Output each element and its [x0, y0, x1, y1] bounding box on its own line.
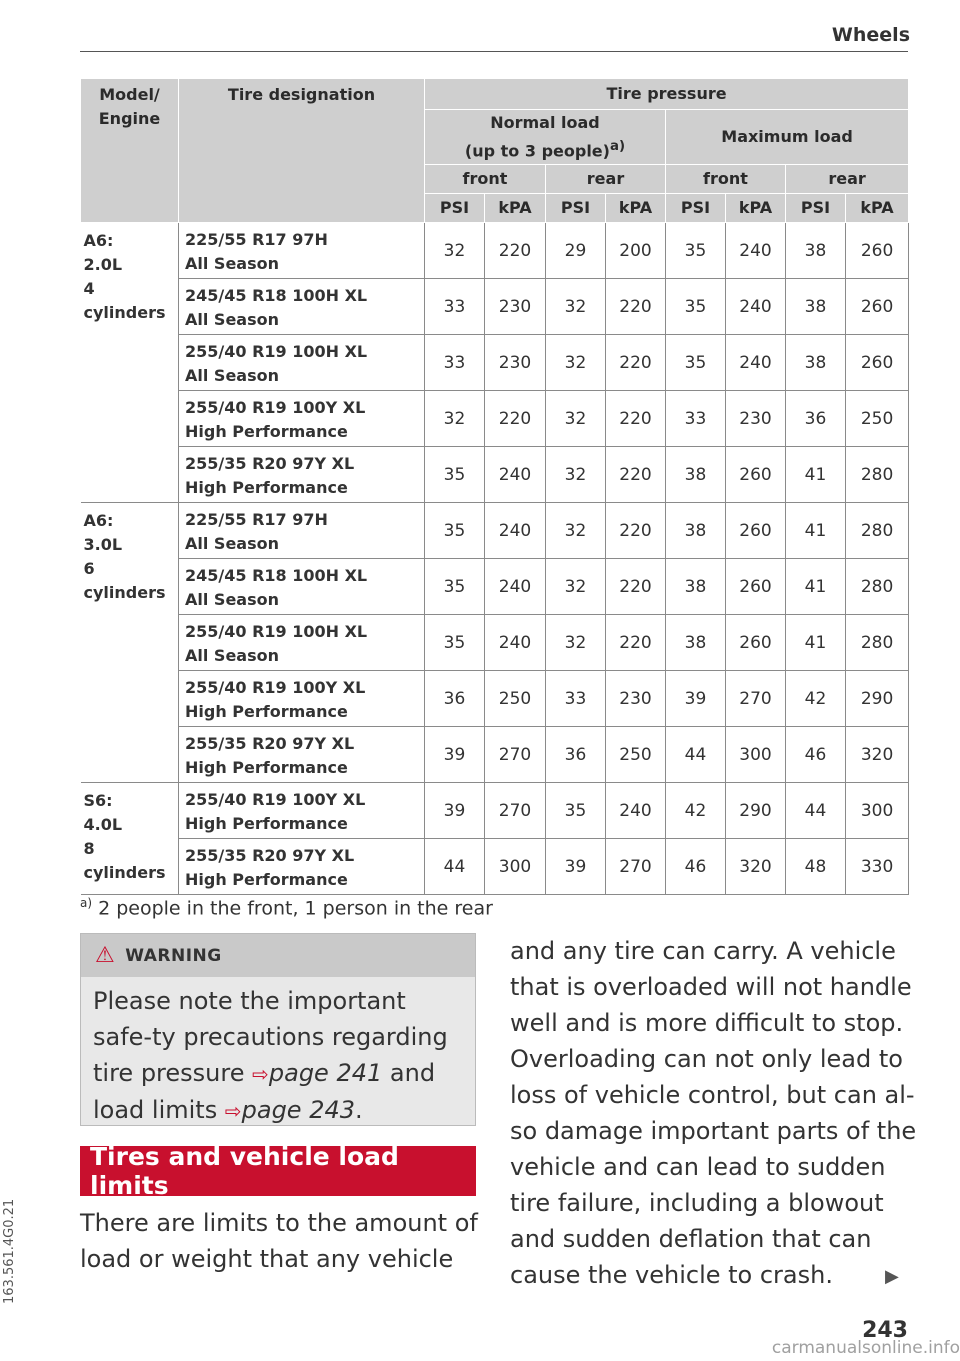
unit-kpa: kPA [726, 194, 786, 223]
kpa-value: 270 [606, 839, 666, 895]
tire-size: 245/45 R18 100H XL [185, 285, 368, 305]
tire-designation-cell [179, 503, 425, 559]
kpa-value: 300 [846, 783, 909, 839]
tire-size: 225/55 R17 97H [185, 229, 328, 249]
unit-kpa: kPA [485, 194, 546, 223]
model-engine-line: 4.0L [83, 815, 123, 834]
psi-value: 44 [786, 783, 846, 839]
psi-value: 38 [666, 503, 726, 559]
kpa-value: 280 [846, 447, 909, 503]
psi-value: 33 [546, 671, 606, 727]
psi-value: 38 [786, 223, 846, 279]
kpa-value: 260 [846, 335, 909, 391]
psi-value: 29 [546, 223, 606, 279]
tire-designation-cell [179, 671, 425, 727]
kpa-value: 260 [726, 447, 786, 503]
arrow-right-icon: ⇨ [252, 1062, 269, 1086]
kpa-value: 290 [846, 671, 909, 727]
kpa-value: 300 [485, 839, 546, 895]
section-header-title: Wheels [831, 24, 910, 46]
tire-designation-cell [179, 223, 425, 279]
model-engine-line: 6 cylinders [83, 559, 166, 602]
page-ref-241[interactable]: page 241 [268, 1059, 383, 1087]
kpa-value: 240 [726, 279, 786, 335]
tire-type: High Performance [185, 421, 348, 441]
psi-value: 36 [546, 727, 606, 783]
model-engine-line: 2.0L [83, 255, 123, 274]
psi-value: 39 [425, 783, 485, 839]
kpa-value: 320 [726, 839, 786, 895]
kpa-value: 220 [606, 447, 666, 503]
tire-designation-cell [179, 279, 425, 335]
psi-value: 32 [546, 391, 606, 447]
psi-value: 42 [786, 671, 846, 727]
psi-value: 35 [666, 223, 726, 279]
tire-type: All Season [185, 253, 279, 273]
psi-value: 35 [546, 783, 606, 839]
kpa-value: 220 [606, 503, 666, 559]
tire-pressure-table [80, 78, 909, 895]
psi-value: 33 [425, 279, 485, 335]
tire-size: 245/45 R18 100H XL [185, 565, 368, 585]
col-header-model: Model/ Engine [81, 79, 179, 223]
table-row [81, 279, 909, 335]
psi-value: 42 [666, 783, 726, 839]
warning-box [80, 933, 476, 1126]
psi-value: 36 [425, 671, 485, 727]
kpa-value: 240 [726, 335, 786, 391]
psi-value: 39 [666, 671, 726, 727]
tire-designation-cell [179, 559, 425, 615]
psi-value: 46 [666, 839, 726, 895]
unit-psi: PSI [425, 194, 485, 223]
kpa-value: 280 [846, 503, 909, 559]
kpa-value: 240 [485, 447, 546, 503]
unit-psi: PSI [786, 194, 846, 223]
kpa-value: 230 [485, 279, 546, 335]
kpa-value: 270 [485, 727, 546, 783]
model-engine-line: A6: [83, 231, 114, 250]
watermark: carmanualsonline.info [771, 1338, 960, 1358]
tire-size: 225/55 R17 97H [185, 509, 328, 529]
tire-designation-cell [179, 391, 425, 447]
section-heading: Tires and vehicle load limits [80, 1146, 476, 1196]
kpa-value: 240 [606, 783, 666, 839]
kpa-value: 220 [606, 559, 666, 615]
kpa-value: 280 [846, 615, 909, 671]
tire-size: 255/40 R19 100H XL [185, 621, 368, 641]
tire-size: 255/35 R20 97Y XL [185, 845, 355, 865]
kpa-value: 300 [726, 727, 786, 783]
warning-text: Please note the important safe-ty precautions regarding tire pressure ⇨page 241 and load limits ⇨page 243. [93, 987, 448, 1124]
kpa-value: 320 [846, 727, 909, 783]
psi-value: 32 [425, 223, 485, 279]
kpa-value: 280 [846, 559, 909, 615]
psi-value: 46 [786, 727, 846, 783]
psi-value: 44 [425, 839, 485, 895]
tire-type: High Performance [185, 813, 348, 833]
table-footnote: $^{a)}$ 2 people in the front, 1 person in the rear [80, 896, 493, 920]
psi-value: 36 [786, 391, 846, 447]
kpa-value: 240 [726, 223, 786, 279]
tire-type: High Performance [185, 757, 348, 777]
kpa-value: 260 [726, 503, 786, 559]
kpa-value: 260 [726, 615, 786, 671]
unit-psi: PSI [546, 194, 606, 223]
body-text-right: and any tire can carry. A vehicle that is overloaded will not handle well and is more difficult to stop. Overloading can not only lead to loss of vehicle control, but can al-so damage important parts of the vehicle and can lead to sudden tire failure, including a blowout and sudden deflation that can cause the vehicle to crash. [510, 937, 917, 1289]
psi-value: 35 [666, 335, 726, 391]
psi-value: 38 [786, 279, 846, 335]
kpa-value: 230 [485, 335, 546, 391]
kpa-value: 220 [606, 615, 666, 671]
table-row [81, 727, 909, 783]
kpa-value: 260 [846, 223, 909, 279]
table-row [81, 447, 909, 503]
page-number: 243 [862, 1318, 908, 1343]
arrow-right-icon: ⇨ [224, 1099, 242, 1123]
kpa-value: 250 [846, 391, 909, 447]
psi-value: 48 [786, 839, 846, 895]
col-header-normal-front: front [425, 165, 546, 194]
psi-value: 32 [546, 335, 606, 391]
psi-value: 35 [425, 559, 485, 615]
kpa-value: 250 [485, 671, 546, 727]
psi-value: 32 [546, 503, 606, 559]
table-row [81, 391, 909, 447]
tire-type: All Season [185, 365, 279, 385]
psi-value: 33 [425, 335, 485, 391]
kpa-value: 240 [485, 503, 546, 559]
unit-kpa: kPA [606, 194, 666, 223]
col-header-max-front: front [666, 165, 786, 194]
model-engine-line: 3.0L [83, 535, 123, 554]
tire-designation-cell [179, 447, 425, 503]
psi-value: 35 [666, 279, 726, 335]
psi-value: 44 [666, 727, 726, 783]
table-row [81, 559, 909, 615]
col-header-max-rear: rear [786, 165, 909, 194]
table-body [81, 223, 909, 895]
psi-value: 32 [546, 447, 606, 503]
table-row [81, 335, 909, 391]
tire-type: All Season [185, 589, 279, 609]
tire-type: High Performance [185, 701, 348, 721]
tire-size: 255/40 R19 100Y XL [185, 789, 366, 809]
table-row [81, 839, 909, 895]
psi-value: 41 [786, 559, 846, 615]
psi-value: 41 [786, 447, 846, 503]
tire-designation-cell [179, 615, 425, 671]
table-row [81, 671, 909, 727]
table-row [81, 615, 909, 671]
model-engine-cell [81, 503, 179, 783]
tire-type: All Season [185, 645, 279, 665]
psi-value: 35 [425, 447, 485, 503]
warning-title: WARNING [125, 945, 222, 966]
psi-value: 38 [666, 559, 726, 615]
col-header-pressure: Tire pressure [425, 79, 909, 110]
kpa-value: 220 [485, 223, 546, 279]
psi-value: 35 [425, 615, 485, 671]
tire-designation-cell [179, 783, 425, 839]
psi-value: 32 [546, 559, 606, 615]
tire-size: 255/35 R20 97Y XL [185, 453, 355, 473]
model-engine-cell [81, 783, 179, 895]
table-row [81, 503, 909, 559]
kpa-value: 220 [606, 391, 666, 447]
kpa-value: 260 [726, 559, 786, 615]
model-engine-cell [81, 223, 179, 503]
kpa-value: 330 [846, 839, 909, 895]
document-code: 163.561.4G0.21 [2, 1198, 17, 1304]
kpa-value: 240 [485, 615, 546, 671]
psi-value: 41 [786, 503, 846, 559]
tire-type: High Performance [185, 477, 348, 497]
psi-value: 32 [546, 279, 606, 335]
col-header-maximum-load: Maximum load [666, 110, 909, 165]
table-row [81, 223, 909, 279]
psi-value: 41 [786, 615, 846, 671]
kpa-value: 200 [606, 223, 666, 279]
page-ref-243[interactable]: page 243 [241, 1096, 356, 1124]
kpa-value: 220 [485, 391, 546, 447]
col-header-normal-rear: rear [546, 165, 666, 194]
kpa-value: 230 [606, 671, 666, 727]
unit-psi: PSI [666, 194, 726, 223]
kpa-value: 230 [726, 391, 786, 447]
tire-type: All Season [185, 309, 279, 329]
kpa-value: 250 [606, 727, 666, 783]
kpa-value: 270 [485, 783, 546, 839]
psi-value: 33 [666, 391, 726, 447]
tire-designation-cell [179, 727, 425, 783]
tire-designation-cell [179, 839, 425, 895]
unit-kpa: kPA [846, 194, 909, 223]
psi-value: 38 [666, 615, 726, 671]
psi-value: 39 [546, 839, 606, 895]
tire-type: High Performance [185, 869, 348, 889]
tire-size: 255/40 R19 100Y XL [185, 397, 366, 417]
tire-designation-cell [179, 335, 425, 391]
model-engine-line: 4 cylinders [83, 279, 166, 322]
psi-value: 35 [425, 503, 485, 559]
table-row [81, 783, 909, 839]
tire-type: All Season [185, 533, 279, 553]
kpa-value: 220 [606, 279, 666, 335]
continue-triangle-icon: ▶ [885, 1266, 899, 1287]
model-engine-line: 8 cylinders [83, 839, 166, 882]
kpa-value: 220 [606, 335, 666, 391]
header-rule [80, 51, 908, 52]
kpa-value: 270 [726, 671, 786, 727]
col-header-normal-load: Normal load (up to 3 people)$^{a)}$ [425, 110, 666, 165]
model-engine-line: S6: [83, 791, 113, 810]
model-engine-line: A6: [83, 511, 114, 530]
warning-header [81, 934, 475, 977]
body-text-left: There are limits to the amount of load or weight that any vehicle [80, 1209, 478, 1273]
kpa-value: 240 [485, 559, 546, 615]
col-header-tire: Tire designation [179, 79, 425, 223]
tire-size: 255/40 R19 100Y XL [185, 677, 366, 697]
psi-value: 39 [425, 727, 485, 783]
psi-value: 32 [425, 391, 485, 447]
psi-value: 38 [666, 447, 726, 503]
psi-value: 32 [546, 615, 606, 671]
psi-value: 38 [786, 335, 846, 391]
tire-size: 255/35 R20 97Y XL [185, 733, 355, 753]
kpa-value: 290 [726, 783, 786, 839]
tire-size: 255/40 R19 100H XL [185, 341, 368, 361]
warning-triangle-icon: ⚠ [95, 943, 116, 968]
kpa-value: 260 [846, 279, 909, 335]
